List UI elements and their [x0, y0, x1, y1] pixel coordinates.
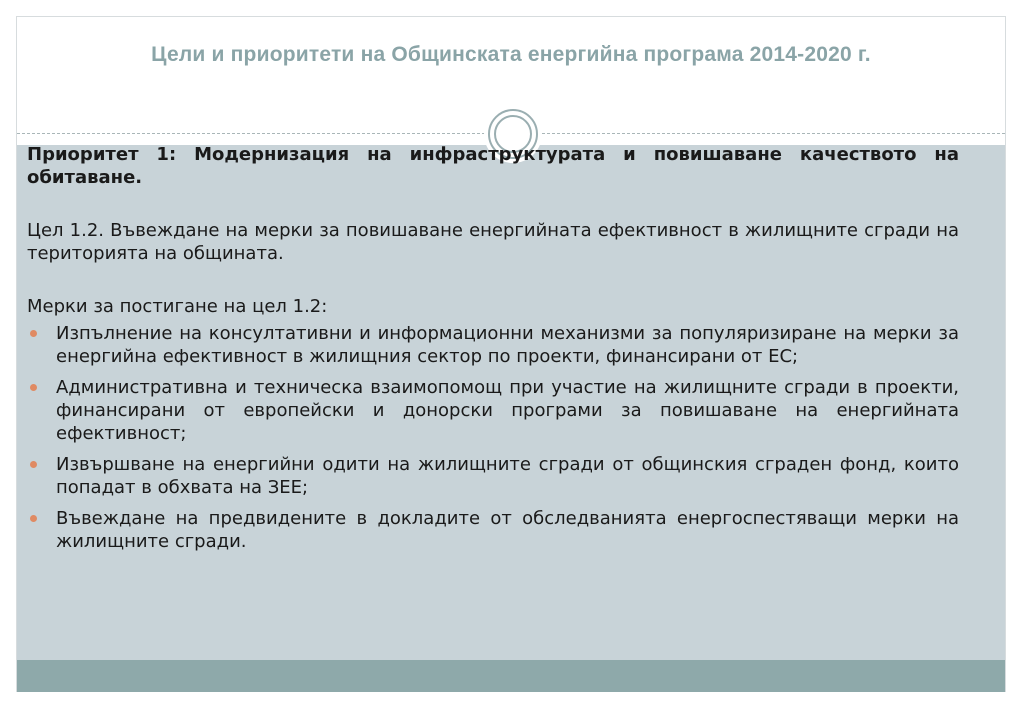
list-item: [27, 322, 959, 368]
list-item-text: Изпълнение на консултативни и информационни механизми за популяризиране на мерки за енергийна ефективност в жилищния сектор по проекти, финансирани от ЕС;: [56, 323, 959, 367]
dot-bullet-icon: [30, 515, 37, 522]
dot-bullet-icon: [30, 330, 37, 337]
list-item-text: Административна и техническа взаимопомощ при участие на жилищните сгради в проекти, финансирани от европейски и донорски програми за повишаване на енергийната ефективност;: [56, 377, 959, 444]
list-item-text: Извършване на енергийни одити на жилищните сгради от общинския сграден фонд, които попадат в обхвата на ЗЕЕ;: [56, 454, 959, 498]
measures-heading: Мерки за постигане на цел 1.2:: [27, 296, 328, 317]
list-item-text: Въвеждане на предвидените в докладите от обследванията енергоспестяващи мерки на жилищните сгради.: [56, 508, 959, 552]
list-item: [27, 453, 959, 499]
dot-bullet-icon: [30, 461, 37, 468]
footer-bar: [17, 660, 1005, 692]
dot-bullet-icon: [30, 384, 37, 391]
slide-title: Цели и приоритети на Общинската енергийна програма 2014-2020 г.: [151, 43, 871, 66]
body-text: [27, 143, 959, 561]
priority-heading: Приоритет 1: Модернизация на инфраструктурата и повишаване качеството на обитаване.: [27, 144, 959, 188]
list-item: [27, 507, 959, 553]
goal-text: Цел 1.2. Въвеждане на мерки за повишаване енергийната ефективност в жилищните сгради на територията на общината.: [27, 220, 959, 264]
list-item: [27, 376, 959, 445]
measures-list: [27, 322, 959, 553]
